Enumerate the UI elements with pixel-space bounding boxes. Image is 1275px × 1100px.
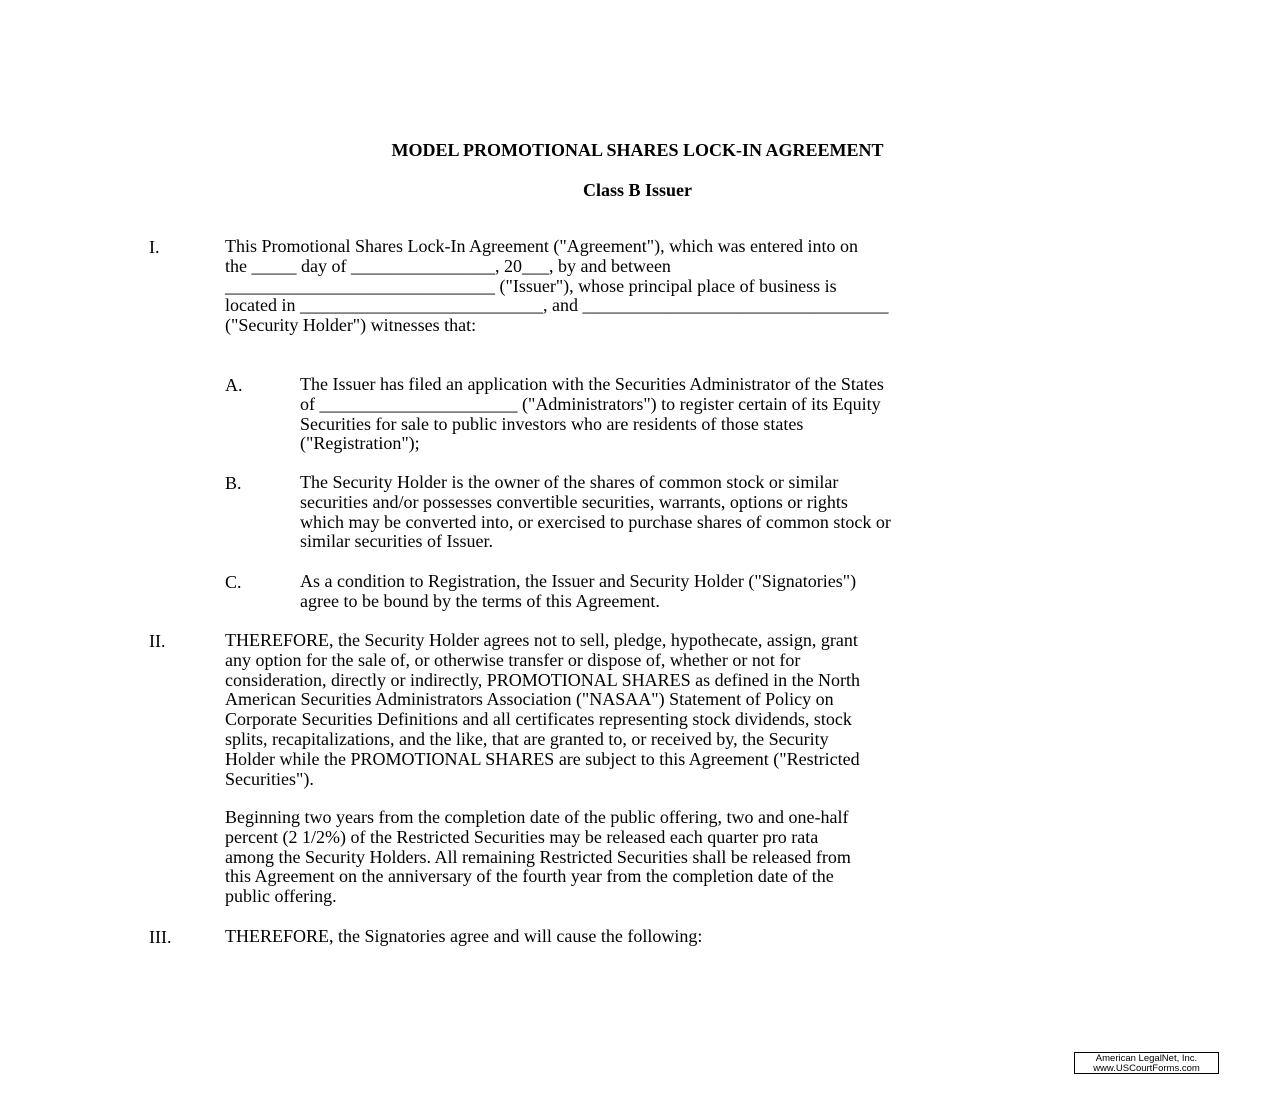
section-i-line: ("Security Holder") witnesses that: xyxy=(225,315,477,336)
section-c-line: As a condition to Registration, the Issuer and Security Holder ("Signatories") xyxy=(300,571,857,591)
section-i-text xyxy=(225,237,888,336)
section-b-number: B. xyxy=(225,473,242,493)
section-ii-p2-line: this Agreement on the anniversary of the fourth year from the completion date of the xyxy=(225,866,834,887)
section-ii-p2-line: public offering. xyxy=(225,886,337,907)
section-b-line: similar securities of Issuer. xyxy=(300,531,493,552)
section-ii-p2-line: Beginning two years from the completion date of the public offering, two and one-half xyxy=(225,807,849,827)
section-ii-line: any option for the sale of, or otherwise transfer or dispose of, whether or not for xyxy=(225,649,801,670)
section-i-line: located in ___________________________, and __________________________________ xyxy=(225,295,889,316)
section-a-line: Securities for sale to public investors who are residents of those states xyxy=(300,413,804,434)
section-a-number: A. xyxy=(225,375,243,395)
section-a-text xyxy=(300,375,884,454)
section-a-line: ("Registration"); xyxy=(300,433,420,454)
section-ii-paragraph-2 xyxy=(225,808,851,907)
section-b-line: which may be converted into, or exercised to purchase shares of common stock or xyxy=(300,511,891,532)
section-ii-line: splits, recapitalizations, and the like, that are granted to, or received by, the Security xyxy=(225,728,829,749)
section-c-text xyxy=(300,572,856,612)
section-c-number: C. xyxy=(225,572,242,592)
document-title: MODEL PROMOTIONAL SHARES LOCK-IN AGREEMENT xyxy=(391,140,884,160)
section-ii-line: Securities"). xyxy=(225,768,314,789)
section-ii-line: American Securities Administrators Association ("NASAA") Statement of Policy on xyxy=(225,689,834,710)
footer-company: American LegalNet, Inc. xyxy=(1095,1053,1198,1064)
section-b-line: securities and/or possesses convertible securities, warrants, options or rights xyxy=(300,491,848,512)
section-iii-number: III. xyxy=(149,927,172,947)
section-i-line: This Promotional Shares Lock-In Agreement ("Agreement"), which was entered into on xyxy=(225,236,859,256)
section-ii-number: II. xyxy=(149,631,166,651)
section-ii-text xyxy=(225,631,860,789)
section-a-line: The Issuer has filed an application with the Securities Administrator of the States xyxy=(300,374,884,394)
section-i-line: ______________________________ ("Issuer"), whose principal place of business is xyxy=(225,275,837,296)
section-i-number: I. xyxy=(149,237,160,257)
section-i-line: the _____ day of ________________, 20___, by and between xyxy=(225,255,671,276)
section-ii-line: Corporate Securities Definitions and all certificates representing stock dividends, stock xyxy=(225,709,852,730)
document-subtitle: Class B Issuer xyxy=(582,180,693,200)
section-iii-line: THEREFORE, the Signatories agree and will cause the following: xyxy=(225,926,703,946)
section-ii-line: Holder while the PROMOTIONAL SHARES are subject to this Agreement ("Restricted xyxy=(225,748,860,769)
section-b-line: The Security Holder is the owner of the shares of common stock or similar xyxy=(300,472,839,492)
section-ii-line: THEREFORE, the Security Holder agrees not to sell, pledge, hypothecate, assign, grant xyxy=(225,630,858,650)
section-ii-p2-line: among the Security Holders. All remaining Restricted Securities shall be released from xyxy=(225,846,851,867)
section-c-line: agree to be bound by the terms of this Agreement. xyxy=(300,590,660,611)
section-b-text xyxy=(300,473,891,552)
footer-website-link[interactable]: www.USCourtForms.com xyxy=(1093,1063,1200,1074)
section-ii-p2-line: percent (2 1/2%) of the Restricted Securities may be released each quarter pro rata xyxy=(225,826,819,847)
section-a-line: of ______________________ ("Administrators") to register certain of its Equity xyxy=(300,393,881,414)
section-ii-line: consideration, directly or indirectly, PROMOTIONAL SHARES as defined in the North xyxy=(225,669,861,690)
section-iii-text xyxy=(225,927,702,947)
footer-attribution xyxy=(1074,1052,1219,1074)
